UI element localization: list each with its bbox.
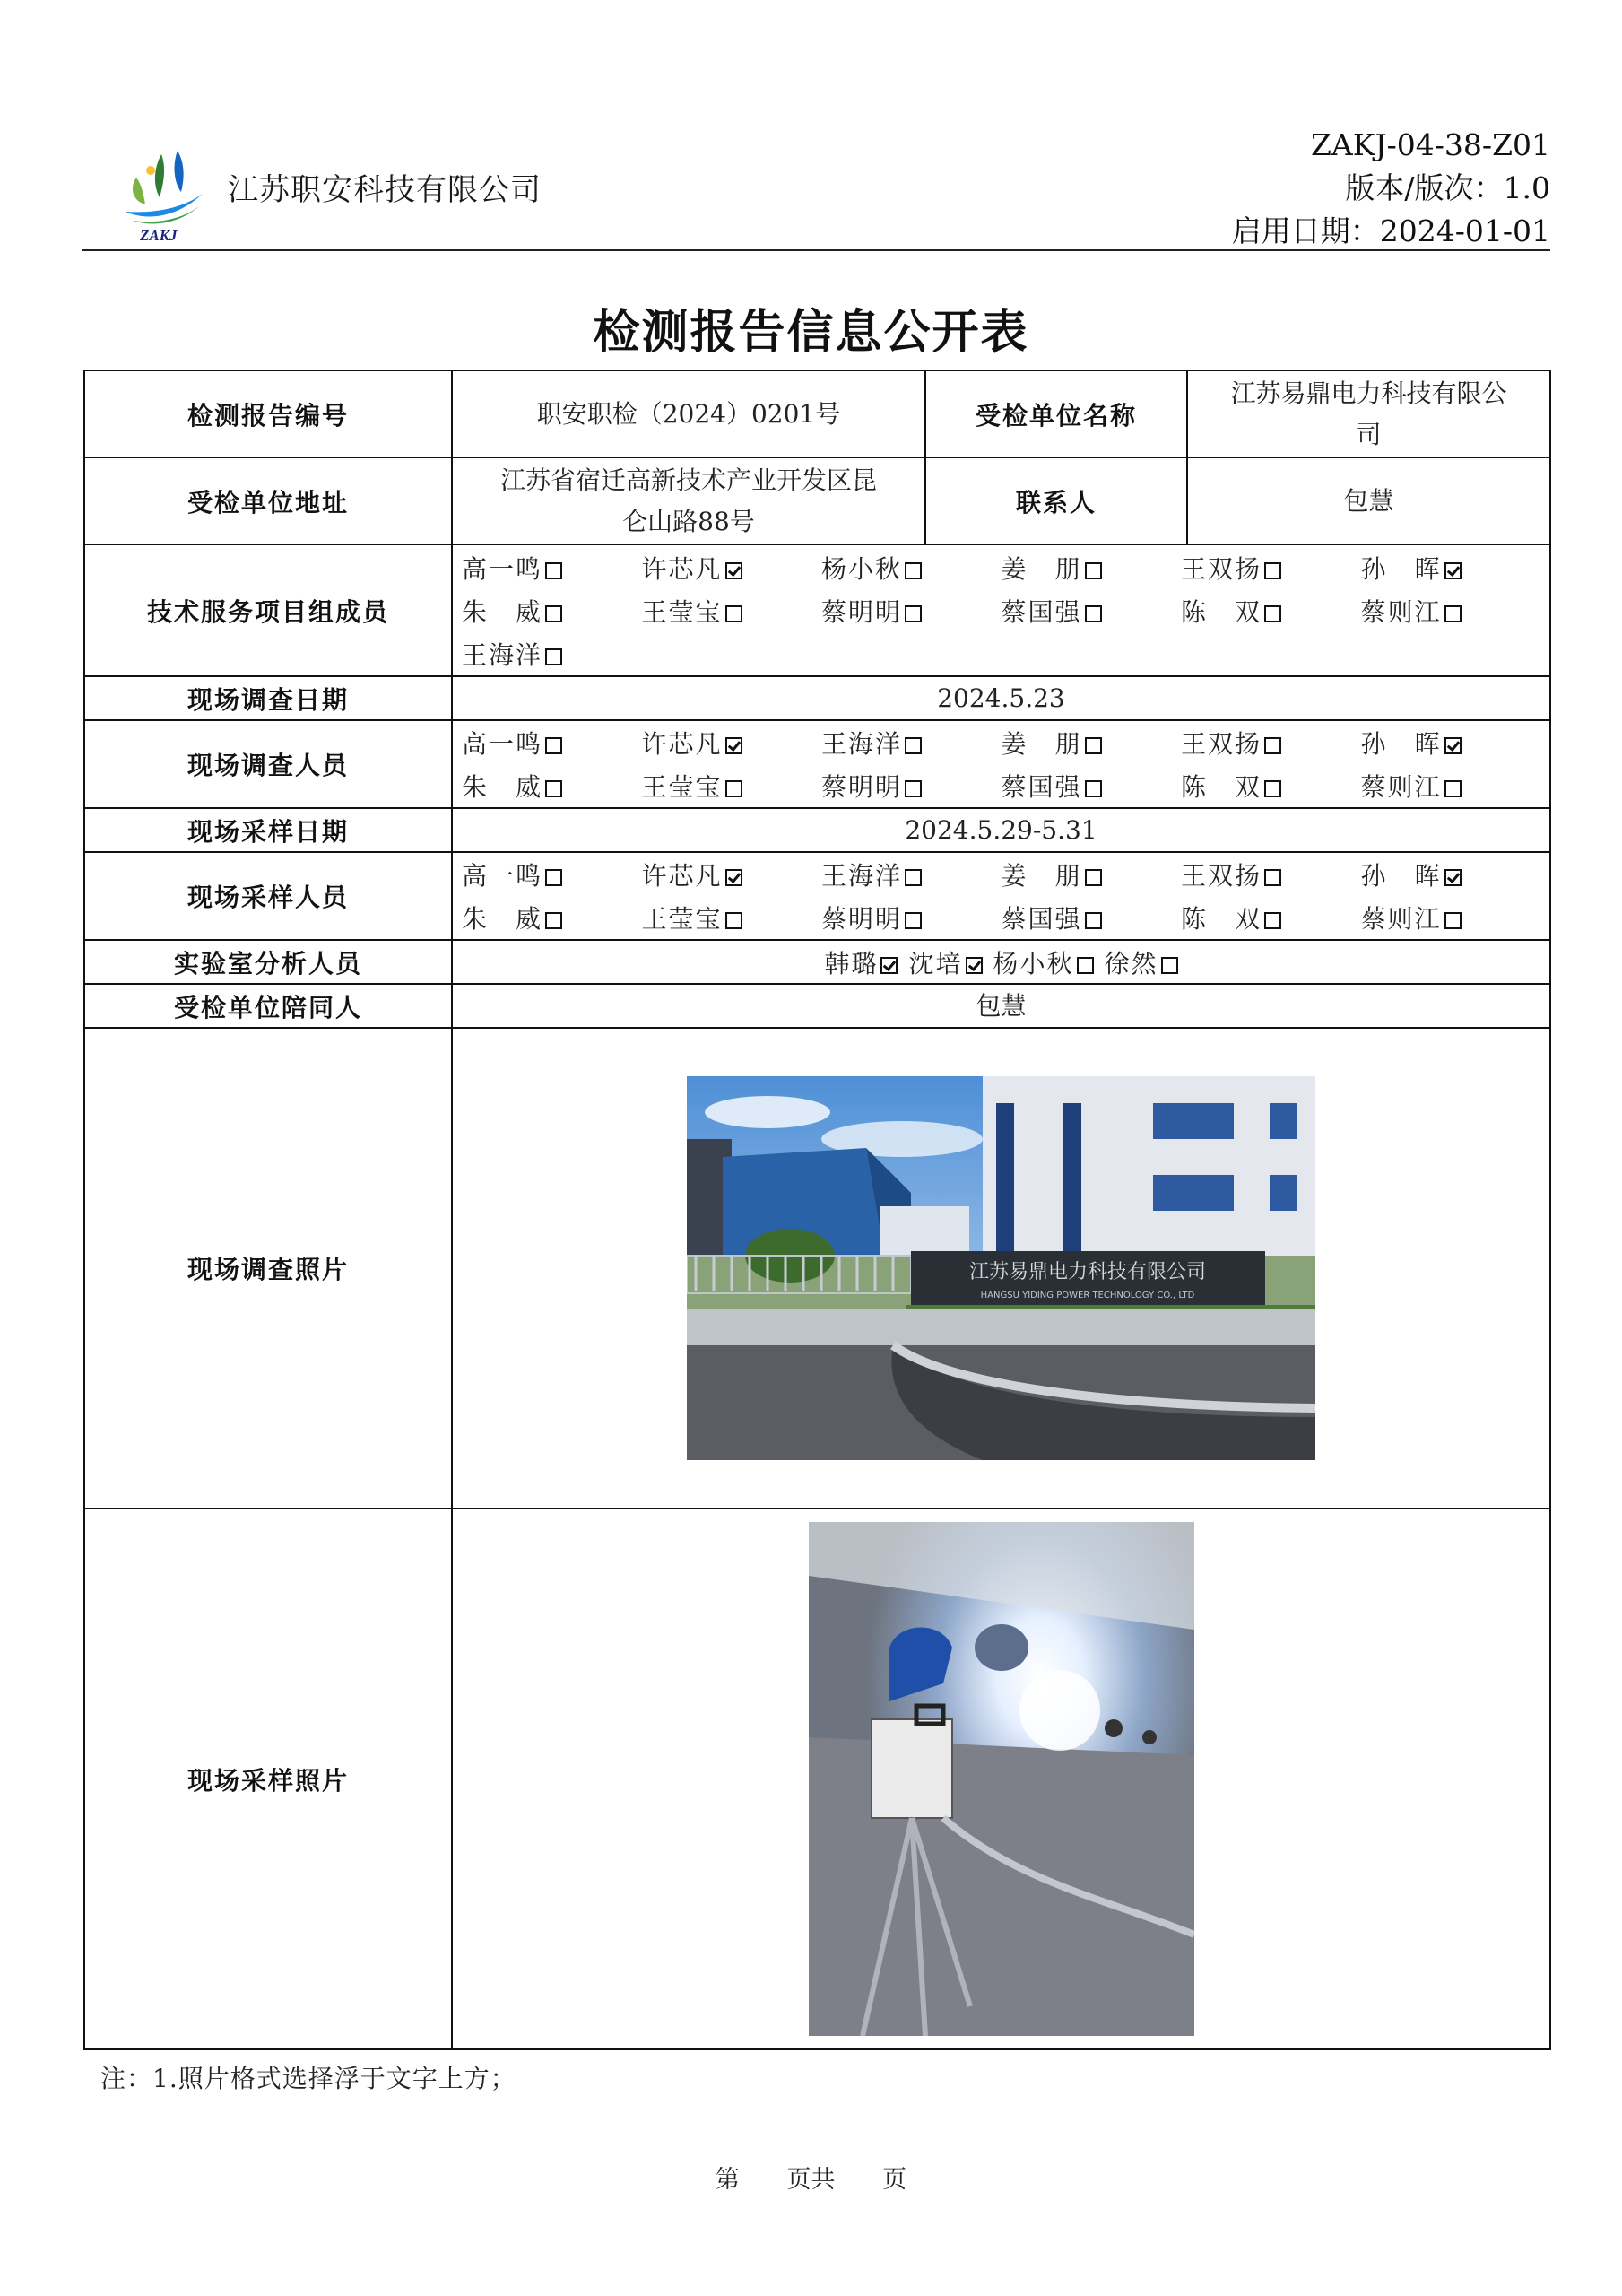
checkbox-unchecked[interactable]: [545, 869, 562, 886]
info-table: [83, 370, 1551, 2050]
checkbox-unchecked[interactable]: [725, 780, 742, 797]
label-sampling-staff: 现场采样人员: [84, 852, 452, 940]
checkbox-unchecked[interactable]: [1264, 605, 1281, 622]
staff-name: [642, 725, 822, 761]
checkbox-unchecked[interactable]: [905, 912, 922, 929]
unit-name-line1: 江苏易鼎电力科技有限公: [1230, 378, 1507, 408]
staff-name-text: 王双扬: [1181, 729, 1262, 759]
label-survey-photo: 现场调查照片: [84, 1028, 452, 1509]
unit-name-line2: 司: [1356, 419, 1382, 449]
staff-name-text: 蔡明明: [821, 904, 903, 934]
checkbox-checked[interactable]: [1444, 869, 1462, 886]
staff-name: [462, 857, 642, 892]
staff-name: [908, 949, 982, 978]
sampling-staff: [452, 852, 1550, 940]
checkbox-unchecked[interactable]: [905, 737, 922, 754]
staff-name-text: 王海洋: [462, 639, 543, 670]
sampling-photo: [809, 1522, 1194, 2036]
checkbox-unchecked[interactable]: [1085, 869, 1102, 886]
staff-name: [1361, 725, 1541, 761]
checkbox-unchecked[interactable]: [725, 912, 742, 929]
staff-name: [642, 768, 822, 804]
staff-name-text: 韩璐: [824, 948, 879, 978]
staff-name-text: 王莹宝: [641, 904, 723, 934]
staff-name: [1002, 857, 1182, 892]
staff-name: [821, 900, 1002, 935]
label-survey-date: 现场调查日期: [84, 676, 452, 720]
staff-name: [1002, 593, 1182, 629]
staff-name-text: 许芯凡: [641, 861, 723, 891]
staff-name-text: 朱 威: [462, 772, 543, 802]
checkbox-unchecked[interactable]: [1444, 605, 1462, 622]
checkbox-unchecked[interactable]: [905, 562, 922, 579]
staff-name: [1361, 857, 1541, 892]
checkbox-checked[interactable]: [725, 737, 742, 754]
staff-name-text: 姜 朋: [1001, 861, 1082, 891]
staff-name-text: 蔡明明: [821, 596, 903, 627]
staff-name-text: 蔡明明: [821, 772, 903, 802]
checkbox-unchecked[interactable]: [545, 780, 562, 797]
checkbox-unchecked[interactable]: [1077, 957, 1094, 974]
doc-code: ZAKJ-04-38-Z01: [1311, 127, 1550, 162]
staff-name-text: 姜 朋: [1001, 729, 1082, 759]
staff-name-text: 陈 双: [1181, 596, 1262, 627]
page-title: 检测报告信息公开表: [593, 305, 1029, 360]
checkbox-unchecked[interactable]: [1264, 737, 1281, 754]
footer-of-label: 页共: [786, 2166, 836, 2194]
survey-date-value: 2024.5.23: [452, 676, 1550, 720]
doc-version: 版本/版次：1.0: [1345, 170, 1550, 205]
staff-name: [1105, 949, 1178, 978]
staff-name-text: 蔡则江: [1360, 904, 1442, 934]
staff-name: [1361, 768, 1541, 804]
staff-name: [821, 725, 1002, 761]
row-survey-staff: [84, 720, 1550, 808]
checkbox-unchecked[interactable]: [1264, 780, 1281, 797]
checkbox-unchecked[interactable]: [545, 912, 562, 929]
staff-name-text: 孙 晖: [1360, 553, 1442, 584]
checkbox-unchecked[interactable]: [905, 605, 922, 622]
row-survey-photo: [84, 1028, 1550, 1509]
staff-name: [1002, 550, 1182, 586]
staff-name: [462, 900, 642, 935]
checkbox-unchecked[interactable]: [1085, 562, 1102, 579]
checkbox-unchecked[interactable]: [905, 869, 922, 886]
checkbox-checked[interactable]: [1444, 737, 1462, 754]
sign-text-en: HANGSU YIDING POWER TECHNOLOGY CO., LTD: [980, 1291, 1195, 1300]
staff-name-text: 杨小秋: [821, 553, 903, 584]
staff-name: [1002, 725, 1182, 761]
label-escort: 受检单位陪同人: [84, 984, 452, 1028]
note: 注：1.照片格式选择浮于文字上方；: [100, 2064, 516, 2093]
checkbox-unchecked[interactable]: [1264, 869, 1281, 886]
row-escort: [84, 984, 1550, 1028]
name-row: [462, 589, 1540, 632]
lab-staff: [452, 940, 1550, 984]
staff-name-text: 蔡国强: [1001, 596, 1082, 627]
staff-name-text: 蔡则江: [1360, 596, 1442, 627]
staff-name-text: 陈 双: [1181, 904, 1262, 934]
staff-name-text: 王莹宝: [641, 596, 723, 627]
page-footer: [0, 2160, 1622, 2195]
staff-name: [462, 593, 642, 629]
staff-name: [821, 857, 1002, 892]
label-team: 技术服务项目组成员: [84, 544, 452, 676]
company-name: 江苏职安科技有限公司: [228, 172, 542, 208]
name-row: [462, 546, 1540, 589]
checkbox-unchecked[interactable]: [1085, 605, 1102, 622]
staff-name: [1181, 593, 1361, 629]
staff-name-text: 陈 双: [1181, 772, 1262, 802]
doc-effective-date: 启用日期：2024-01-01: [1231, 213, 1550, 248]
staff-name: [462, 768, 642, 804]
sampling-photo-cell: [452, 1509, 1550, 2049]
checkbox-checked[interactable]: [966, 957, 983, 974]
name-row: [462, 896, 1540, 939]
staff-name-text: 高一鸣: [462, 553, 543, 584]
label-lab-staff: 实验室分析人员: [84, 940, 452, 984]
staff-name: [821, 768, 1002, 804]
staff-name-text: 孙 晖: [1360, 729, 1442, 759]
footer-pages-label: 页: [882, 2166, 907, 2194]
staff-name: [642, 593, 822, 629]
checkbox-checked[interactable]: [725, 869, 742, 886]
staff-name: [642, 900, 822, 935]
row-report-no: [84, 370, 1550, 457]
staff-name: [993, 949, 1094, 978]
sign-text-cn: 江苏易鼎电力科技有限公司: [968, 1261, 1207, 1283]
checkbox-checked[interactable]: [880, 957, 898, 974]
label-report-no: 检测报告编号: [84, 370, 452, 457]
name-row: [462, 853, 1540, 896]
footer-page-label: 第: [715, 2166, 740, 2194]
page-header: [82, 124, 1550, 249]
row-address: [84, 457, 1550, 544]
checkbox-unchecked[interactable]: [1264, 912, 1281, 929]
staff-name-text: 蔡国强: [1001, 904, 1082, 934]
staff-name-text: 王双扬: [1181, 553, 1262, 584]
staff-name-text: 蔡则江: [1360, 772, 1442, 802]
staff-name: [642, 857, 822, 892]
sampling-date-value: 2024.5.29-5.31: [452, 808, 1550, 852]
staff-name-text: 杨小秋: [993, 948, 1074, 978]
staff-name: [1181, 768, 1361, 804]
name-row: [462, 764, 1540, 807]
doc-info: [1232, 124, 1550, 253]
staff-name-text: 王海洋: [821, 861, 903, 891]
checkbox-unchecked[interactable]: [545, 605, 562, 622]
checkbox-unchecked[interactable]: [545, 737, 562, 754]
staff-name: [1181, 550, 1361, 586]
staff-name: [1181, 900, 1361, 935]
name-row: [462, 632, 1540, 675]
checkbox-unchecked[interactable]: [545, 562, 562, 579]
staff-name-text: 王莹宝: [641, 772, 723, 802]
staff-name: [1361, 593, 1541, 629]
staff-name: [1002, 768, 1182, 804]
staff-name-text: 高一鸣: [462, 729, 543, 759]
checkbox-unchecked[interactable]: [1444, 912, 1462, 929]
staff-name: [642, 550, 822, 586]
staff-name: [1181, 725, 1361, 761]
staff-name-text: 蔡国强: [1001, 772, 1082, 802]
staff-name-text: 朱 威: [462, 904, 543, 934]
row-team: [84, 544, 1550, 676]
staff-name: [462, 550, 642, 586]
row-sampling-staff: [84, 852, 1550, 940]
name-row: [462, 721, 1540, 764]
staff-name-text: 沈培: [908, 948, 963, 978]
checkbox-unchecked[interactable]: [905, 780, 922, 797]
staff-name: [824, 949, 898, 978]
label-unit-name: 受检单位名称: [925, 370, 1187, 457]
survey-staff: [452, 720, 1550, 808]
staff-name-text: 朱 威: [462, 596, 543, 627]
staff-name-text: 姜 朋: [1001, 553, 1082, 584]
survey-photo-cell: [452, 1028, 1550, 1509]
label-survey-staff: 现场调查人员: [84, 720, 452, 808]
unit-address-value: [452, 457, 925, 544]
escort-value: 包慧: [452, 984, 1550, 1028]
staff-name-text: 许芯凡: [641, 729, 723, 759]
staff-name-text: 许芯凡: [641, 553, 723, 584]
checkbox-unchecked[interactable]: [1264, 562, 1281, 579]
staff-name: [821, 593, 1002, 629]
header-divider: [82, 249, 1550, 251]
staff-name-text: 高一鸣: [462, 861, 543, 891]
checkbox-unchecked[interactable]: [1161, 957, 1178, 974]
logo-text: ZAKJ: [140, 227, 178, 244]
staff-name: [1361, 550, 1541, 586]
staff-name: [1002, 900, 1182, 935]
checkbox-unchecked[interactable]: [1085, 912, 1102, 929]
staff-name: [462, 636, 642, 672]
unit-name-value: [1187, 370, 1550, 457]
address-line2: 仑山路88号: [622, 506, 755, 536]
row-sampling-date: [84, 808, 1550, 852]
team-members: [452, 544, 1550, 676]
company-logo: [109, 138, 215, 244]
staff-name: [1361, 900, 1541, 935]
staff-name-text: 王双扬: [1181, 861, 1262, 891]
checkbox-unchecked[interactable]: [1444, 780, 1462, 797]
staff-name: [1181, 857, 1361, 892]
label-contact: 联系人: [925, 457, 1187, 544]
checkbox-unchecked[interactable]: [1085, 737, 1102, 754]
row-survey-date: [84, 676, 1550, 720]
contact-value: 包慧: [1187, 457, 1550, 544]
checkbox-unchecked[interactable]: [1085, 780, 1102, 797]
label-sampling-photo: 现场采样照片: [84, 1509, 452, 2049]
staff-name-text: 孙 晖: [1360, 861, 1442, 891]
checkbox-checked[interactable]: [725, 562, 742, 579]
row-lab-staff: [84, 940, 1550, 984]
label-sampling-date: 现场采样日期: [84, 808, 452, 852]
staff-name-text: 徐然: [1104, 948, 1158, 978]
checkbox-checked[interactable]: [1444, 562, 1462, 579]
staff-name-text: 王海洋: [821, 729, 903, 759]
survey-photo: [687, 1076, 1315, 1460]
checkbox-unchecked[interactable]: [725, 605, 742, 622]
checkbox-unchecked[interactable]: [545, 648, 562, 665]
label-unit-address: 受检单位地址: [84, 457, 452, 544]
row-sampling-photo: [84, 1509, 1550, 2049]
staff-name: [821, 550, 1002, 586]
report-no-value: 职安职检（2024）0201号: [452, 370, 925, 457]
staff-name: [462, 725, 642, 761]
address-line1: 江苏省宿迁高新技术产业开发区昆: [499, 465, 877, 495]
